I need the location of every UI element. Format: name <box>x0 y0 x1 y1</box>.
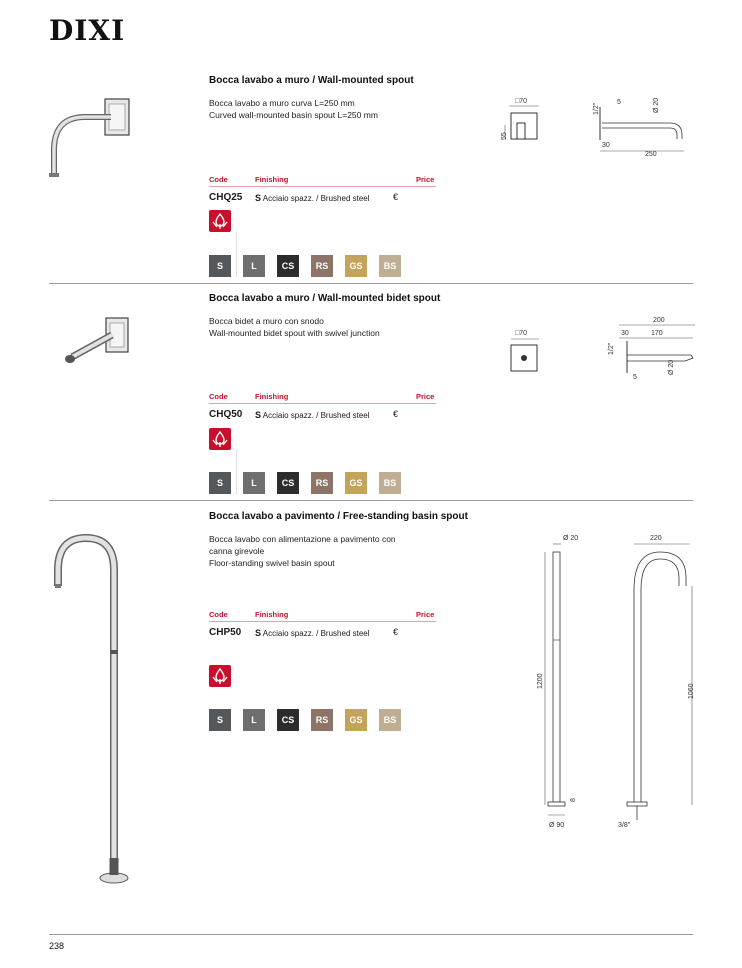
dim-front-width: □70 <box>515 330 528 337</box>
dim-thread: 1/2" <box>608 342 615 355</box>
technical-drawing-side <box>610 530 700 835</box>
description-line: Bocca lavabo con alimentazione a pavimento con <box>209 534 396 544</box>
finishing-value: S Acciaio spazz. / Brushed steel <box>255 628 370 638</box>
finish-swatch-rs[interactable]: RS <box>311 709 333 731</box>
dim-base-diameter: Ø 90 <box>549 822 565 829</box>
product-image-floor-spout <box>50 530 130 890</box>
dim-diameter: Ø 20 <box>653 97 660 113</box>
dim-total: 200 <box>653 317 665 324</box>
finish-swatch-cs[interactable]: CS <box>277 255 299 277</box>
finish-swatch-cs[interactable]: CS <box>277 709 299 731</box>
page-number: 238 <box>49 941 65 951</box>
product-code: CHQ50 <box>209 409 243 420</box>
product-title: Bocca lavabo a muro / Wall-mounted bidet spout <box>209 293 441 304</box>
section-divider <box>49 283 693 284</box>
dim-side-a: 30 <box>602 142 610 149</box>
finishing-header: Finishing <box>255 610 289 619</box>
brand-logo: DIXI <box>49 14 126 47</box>
finishing-value: S Acciaio spazz. / Brushed steel <box>255 410 370 420</box>
description-line: Curved wall-mounted basin spout L=250 mm <box>209 110 378 120</box>
price-value: € <box>393 192 399 202</box>
header-divider <box>209 621 436 622</box>
product-description <box>209 315 439 339</box>
description-line: Bocca bidet a muro con snodo <box>209 316 324 326</box>
price-header: Price <box>416 175 435 184</box>
finishing-header: Finishing <box>255 392 289 401</box>
section-divider <box>49 500 693 501</box>
finish-swatch-bs[interactable]: BS <box>379 255 401 277</box>
finish-swatch-gs[interactable]: GS <box>345 709 367 731</box>
description-line: Floor-standing swivel basin spout <box>209 558 335 568</box>
product-title: Bocca lavabo a pavimento / Free-standing basin spout <box>209 511 468 522</box>
dim-side-a: 30 <box>621 330 629 337</box>
dim-thread: 3/8" <box>618 822 631 829</box>
product-code: CHQ25 <box>209 192 243 203</box>
price-header: Price <box>416 610 435 619</box>
finish-swatch-l[interactable]: L <box>243 255 265 277</box>
footer-divider <box>49 934 693 935</box>
dim-base-height: 8 <box>570 798 577 802</box>
code-header: Code <box>209 392 228 401</box>
finishing-value: S Acciaio spazz. / Brushed steel <box>255 193 370 203</box>
price-value: € <box>393 409 399 419</box>
finish-swatch-rs[interactable]: RS <box>311 255 333 277</box>
code-header: Code <box>209 175 228 184</box>
description-line: Wall-mounted bidet spout with swivel junction <box>209 328 380 338</box>
finish-swatch-cs[interactable]: CS <box>277 472 299 494</box>
water-saving-icon <box>209 210 231 232</box>
code-header: Code <box>209 610 228 619</box>
product-description <box>209 533 439 569</box>
product-image-bidet-spout <box>60 315 140 370</box>
price-header: Price <box>416 392 435 401</box>
finish-swatch-l[interactable]: L <box>243 472 265 494</box>
finish-swatch-s[interactable]: S <box>209 472 231 494</box>
dim-side-b: 170 <box>651 330 663 337</box>
dim-reach: 220 <box>650 535 662 542</box>
technical-drawing-front <box>505 325 545 375</box>
finish-swatch-rs[interactable]: RS <box>311 472 333 494</box>
dim-front-width: □70 <box>515 98 528 105</box>
header-divider <box>209 403 436 404</box>
dim-diameter: Ø 20 <box>668 359 675 375</box>
technical-drawing-front <box>495 95 555 150</box>
finishing-header: Finishing <box>255 175 289 184</box>
finish-swatch-bs[interactable]: BS <box>379 709 401 731</box>
description-line: Bocca lavabo a muro curva L=250 mm <box>209 98 355 108</box>
description-line: canna girevole <box>209 546 265 556</box>
dim-length: 250 <box>645 151 657 157</box>
dim-thread: 1/2" <box>593 102 600 115</box>
finish-swatch-bs[interactable]: BS <box>379 472 401 494</box>
finish-swatch-gs[interactable]: GS <box>345 255 367 277</box>
dim-height-2: 1060 <box>688 683 695 699</box>
finish-swatch-gs[interactable]: GS <box>345 472 367 494</box>
header-divider <box>209 186 436 187</box>
dim-side-c: 5 <box>633 374 637 381</box>
dim-side-top: 5 <box>617 99 621 106</box>
price-value: € <box>393 627 399 637</box>
finish-swatch-l[interactable]: L <box>243 709 265 731</box>
finish-swatch-s[interactable]: S <box>209 709 231 731</box>
water-saving-icon <box>209 665 231 687</box>
technical-drawing-side <box>595 313 695 385</box>
product-image-wall-spout <box>45 93 135 185</box>
dim-top-diameter: Ø 20 <box>563 535 579 542</box>
product-title: Bocca lavabo a muro / Wall-mounted spout <box>209 75 414 86</box>
product-description <box>209 97 439 121</box>
technical-drawing-side <box>582 95 692 157</box>
dim-height: 1200 <box>537 673 544 689</box>
dim-front-height: 55 <box>501 132 508 140</box>
finish-swatch-s[interactable]: S <box>209 255 231 277</box>
product-code: CHP50 <box>209 627 242 638</box>
water-saving-icon <box>209 428 231 450</box>
technical-drawing-front <box>525 530 585 835</box>
